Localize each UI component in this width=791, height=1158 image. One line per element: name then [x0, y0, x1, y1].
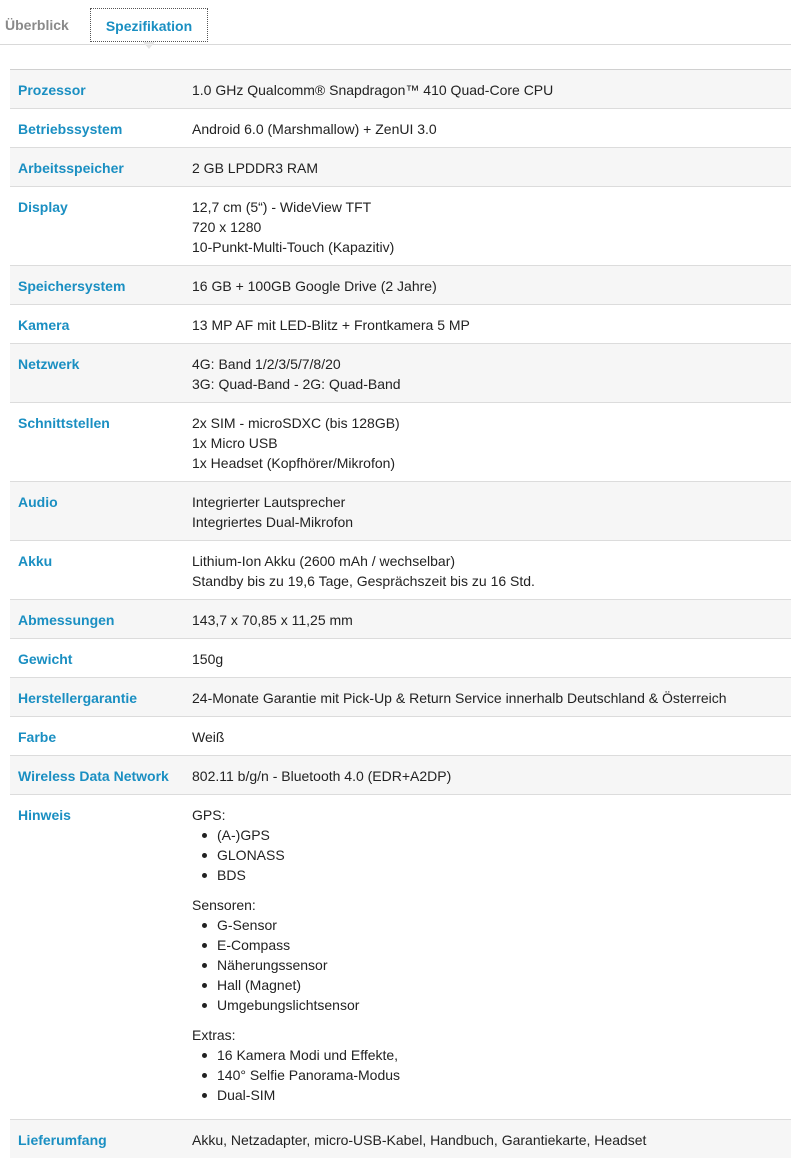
spec-value-line: Integriertes Dual-Mikrofon [192, 512, 783, 532]
spec-label: Speichersystem [10, 266, 184, 305]
spec-label: Lieferumfang [10, 1120, 184, 1158]
tab-spezifikation-label: Spezifikation [106, 18, 192, 34]
spec-label: Wireless Data Network [10, 756, 184, 795]
spec-row [10, 109, 791, 148]
spec-value-line: 4G: Band 1/2/3/5/7/8/20 [192, 354, 783, 374]
spec-row [10, 305, 791, 344]
spec-value-line: 13 MP AF mit LED-Blitz + Frontkamera 5 MP [192, 315, 783, 335]
spec-value-line: 10-Punkt-Multi-Touch (Kapazitiv) [192, 237, 783, 257]
spec-row [10, 70, 791, 109]
spec-value [184, 756, 791, 795]
spec-row [10, 756, 791, 795]
spec-value-line: 2x SIM - microSDXC (bis 128GB) [192, 413, 783, 433]
spec-label: Herstellergarantie [10, 678, 184, 717]
spec-value-line: 802.11 b/g/n - Bluetooth 4.0 (EDR+A2DP) [192, 766, 783, 786]
spec-value-line: 143,7 x 70,85 x 11,25 mm [192, 610, 783, 630]
spec-row [10, 541, 791, 600]
spec-label: Akku [10, 541, 184, 600]
spec-value [184, 403, 791, 482]
spec-value [184, 717, 791, 756]
spec-row [10, 187, 791, 266]
spec-value-line: 1x Micro USB [192, 433, 783, 453]
spec-label: Display [10, 187, 184, 266]
bullet-list [192, 1045, 783, 1105]
bullet-list [192, 915, 783, 1015]
active-tab-caret-icon [143, 42, 155, 49]
spec-value [184, 639, 791, 678]
spec-row [10, 717, 791, 756]
spec-row [10, 1120, 791, 1158]
spec-value-line: 1x Headset (Kopfhörer/Mikrofon) [192, 453, 783, 473]
bullet-item: G-Sensor [217, 915, 783, 935]
spec-value [184, 148, 791, 187]
bullet-item: BDS [217, 865, 783, 885]
spec-value [184, 600, 791, 639]
spec-value [184, 187, 791, 266]
spec-row [10, 600, 791, 639]
spec-label: Abmessungen [10, 600, 184, 639]
spec-value-line: Lithium-Ion Akku (2600 mAh / wechselbar) [192, 551, 783, 571]
spec-table [10, 69, 791, 1158]
spec-value-line: 24-Monate Garantie mit Pick-Up & Return Service innerhalb Deutschland & Österreich [192, 688, 783, 708]
spec-label: Arbeitsspeicher [10, 148, 184, 187]
spec-value [184, 541, 791, 600]
spec-label: Hinweis [10, 795, 184, 1120]
spec-value-line: Standby bis zu 19,6 Tage, Gesprächszeit bis zu 16 Std. [192, 571, 783, 591]
spec-group-heading: GPS: [192, 805, 783, 825]
spec-row [10, 266, 791, 305]
spec-value [184, 678, 791, 717]
spec-group [192, 1025, 783, 1105]
spec-value-line: 2 GB LPDDR3 RAM [192, 158, 783, 178]
spec-value-line: 3G: Quad-Band - 2G: Quad-Band [192, 374, 783, 394]
spec-value-line: Akku, Netzadapter, micro-USB-Kabel, Handbuch, Garantiekarte, Headset [192, 1130, 783, 1150]
spec-label: Prozessor [10, 70, 184, 109]
tab-spezifikation[interactable] [90, 8, 208, 42]
bullet-item: 16 Kamera Modi und Effekte, [217, 1045, 783, 1065]
spec-group-heading: Sensoren: [192, 895, 783, 915]
tab-bar [0, 0, 791, 45]
spec-group-heading: Extras: [192, 1025, 783, 1045]
bullet-item: (A-)GPS [217, 825, 783, 845]
spec-value-line: Android 6.0 (Marshmallow) + ZenUI 3.0 [192, 119, 783, 139]
spec-value [184, 305, 791, 344]
spec-label: Gewicht [10, 639, 184, 678]
spec-value [184, 482, 791, 541]
spec-row [10, 639, 791, 678]
bullet-item: Dual-SIM [217, 1085, 783, 1105]
spec-value-line: Integrierter Lautsprecher [192, 492, 783, 512]
spec-value [184, 70, 791, 109]
spec-row [10, 678, 791, 717]
spec-value-line: 150g [192, 649, 783, 669]
bullet-item: GLONASS [217, 845, 783, 865]
spec-value-line: 12,7 cm (5“) - WideView TFT [192, 197, 783, 217]
spec-label: Audio [10, 482, 184, 541]
spec-label: Betriebssystem [10, 109, 184, 148]
spec-value-line: 16 GB + 100GB Google Drive (2 Jahre) [192, 276, 783, 296]
spec-value [184, 109, 791, 148]
spec-value [184, 795, 791, 1120]
spec-row [10, 148, 791, 187]
spec-label: Farbe [10, 717, 184, 756]
tab-ueberblick[interactable]: Überblick [5, 8, 69, 42]
spec-label: Kamera [10, 305, 184, 344]
spec-value-line: 1.0 GHz Qualcomm® Snapdragon™ 410 Quad-Core CPU [192, 80, 783, 100]
bullet-list [192, 825, 783, 885]
spec-row [10, 344, 791, 403]
spec-value-line: Weiß [192, 727, 783, 747]
spec-row [10, 403, 791, 482]
bullet-item: Hall (Magnet) [217, 975, 783, 995]
spec-value-line: 720 x 1280 [192, 217, 783, 237]
spec-row [10, 482, 791, 541]
spec-value [184, 1120, 791, 1158]
bullet-item: E-Compass [217, 935, 783, 955]
bullet-item: Näherungssensor [217, 955, 783, 975]
bullet-item: 140° Selfie Panorama-Modus [217, 1065, 783, 1085]
spec-row [10, 795, 791, 1120]
spec-group [192, 895, 783, 1015]
spec-group [192, 805, 783, 885]
spec-value [184, 344, 791, 403]
bullet-item: Umgebungslichtsensor [217, 995, 783, 1015]
spec-value [184, 266, 791, 305]
spec-label: Netzwerk [10, 344, 184, 403]
spec-label: Schnittstellen [10, 403, 184, 482]
